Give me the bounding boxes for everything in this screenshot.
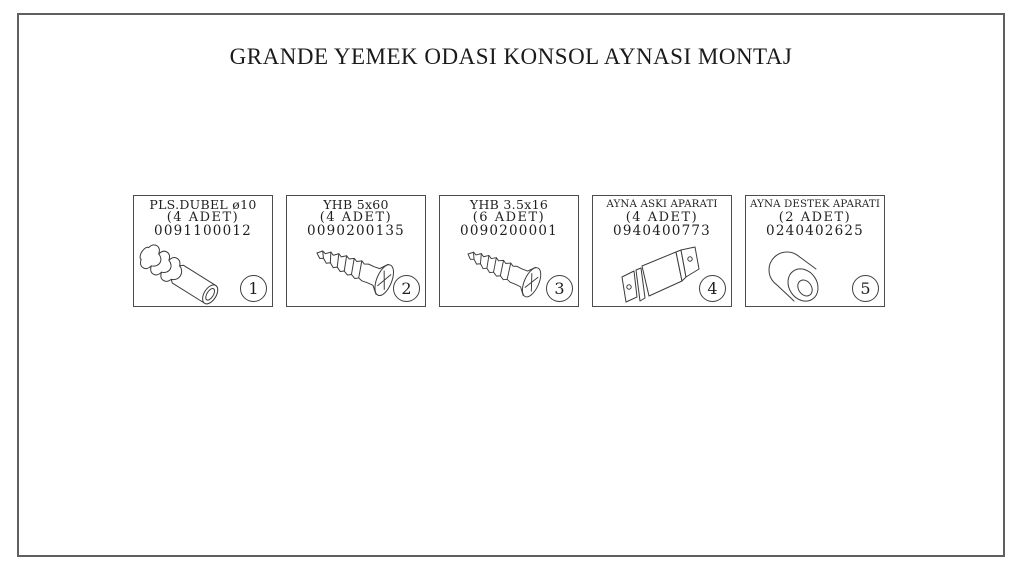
- part-name: AYNA ASKI APARATI: [606, 198, 718, 210]
- part-name: AYNA DESTEK APARATI: [749, 198, 881, 210]
- part-text: [593, 196, 731, 238]
- part-text: [440, 196, 578, 238]
- part-number-badge: [240, 275, 267, 302]
- part-text: [134, 196, 272, 238]
- part-quantity: (2 ADET): [778, 210, 852, 225]
- part-number: 1: [248, 279, 259, 298]
- part-name: YHB 3.5x16: [469, 197, 549, 212]
- part-number-badge: [393, 275, 420, 302]
- part-box-bushing: [745, 195, 885, 307]
- part-number: 4: [707, 279, 718, 298]
- part-text: [287, 196, 425, 238]
- part-box-screw-large: [286, 195, 426, 307]
- part-name: YHB 5x60: [323, 197, 389, 212]
- part-number: 3: [554, 279, 565, 298]
- page-title: GRANDE YEMEK ODASI KONSOL AYNASI MONTAJ: [229, 44, 793, 69]
- part-name: PLS.DUBEL ø10: [149, 197, 257, 212]
- part-quantity: (6 ADET): [472, 210, 546, 225]
- part-code: 0240402625: [766, 223, 864, 239]
- part-number-badge: [699, 275, 726, 302]
- part-text: [746, 196, 884, 238]
- part-quantity: (4 ADET): [625, 210, 699, 225]
- part-box-bracket: [592, 195, 732, 307]
- parts-row: [133, 195, 885, 307]
- part-number: 2: [401, 279, 412, 298]
- part-box-dowel: [133, 195, 273, 307]
- part-number: 5: [860, 279, 871, 298]
- part-code: 0090200001: [460, 223, 558, 239]
- part-code: 0940400773: [613, 223, 711, 239]
- part-box-screw-small: [439, 195, 579, 307]
- part-number-badge: [546, 275, 573, 302]
- part-quantity: (4 ADET): [319, 210, 393, 225]
- part-code: 0090200135: [307, 223, 405, 239]
- part-number-badge: [852, 275, 879, 302]
- part-code: 0091100012: [154, 223, 252, 239]
- part-quantity: (4 ADET): [166, 210, 240, 225]
